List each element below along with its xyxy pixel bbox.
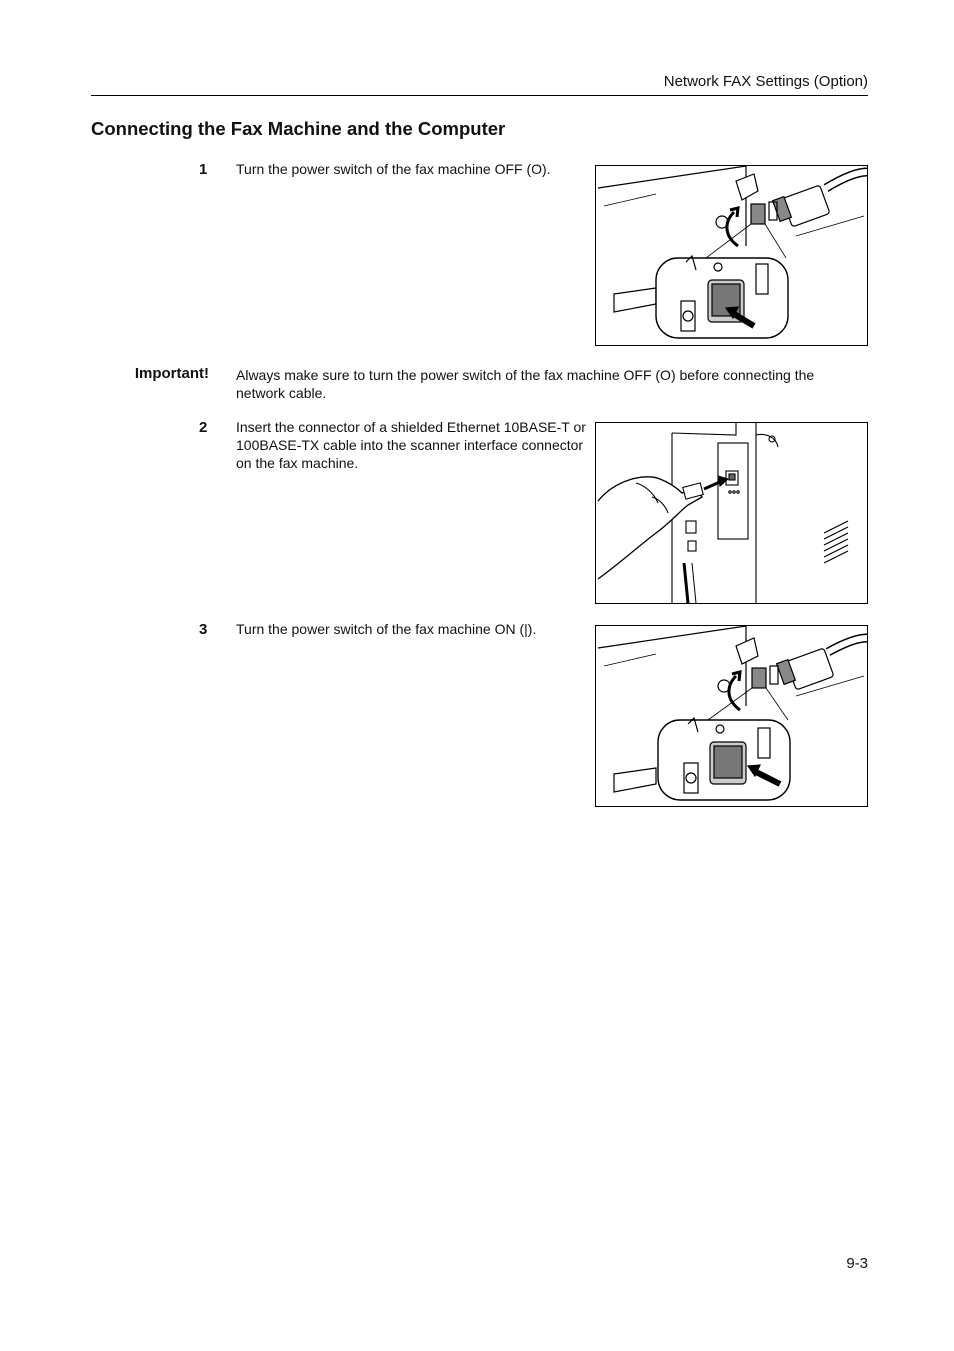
power-switch-on-illustration <box>595 625 868 807</box>
step-number: 2 <box>199 419 208 436</box>
important-text: Always make sure to turn the power switch of the fax machine OFF (O) before connecting the network cable. <box>236 367 815 401</box>
power-switch-off-illustration <box>595 165 868 346</box>
step-text: Turn the power switch of the fax machine OFF (O). <box>236 161 551 177</box>
step-number: 3 <box>199 621 208 638</box>
section-title: Connecting the Fax Machine and the Computer <box>91 118 506 139</box>
running-header: Network FAX Settings (Option) <box>663 73 868 90</box>
ethernet-cable-insert-illustration <box>595 422 868 604</box>
step-text: Insert the connector of a shielded Ethernet 10BASE-T or 100BASE-TX cable into the scanner interface connector on the fax machine. <box>236 419 586 471</box>
page-number: 9-3 <box>846 1255 868 1272</box>
step-text: Turn the power switch of the fax machine ON (|). <box>236 621 537 637</box>
header-rule <box>91 95 868 96</box>
important-label: Important! <box>134 365 209 382</box>
step-number: 1 <box>199 161 208 178</box>
